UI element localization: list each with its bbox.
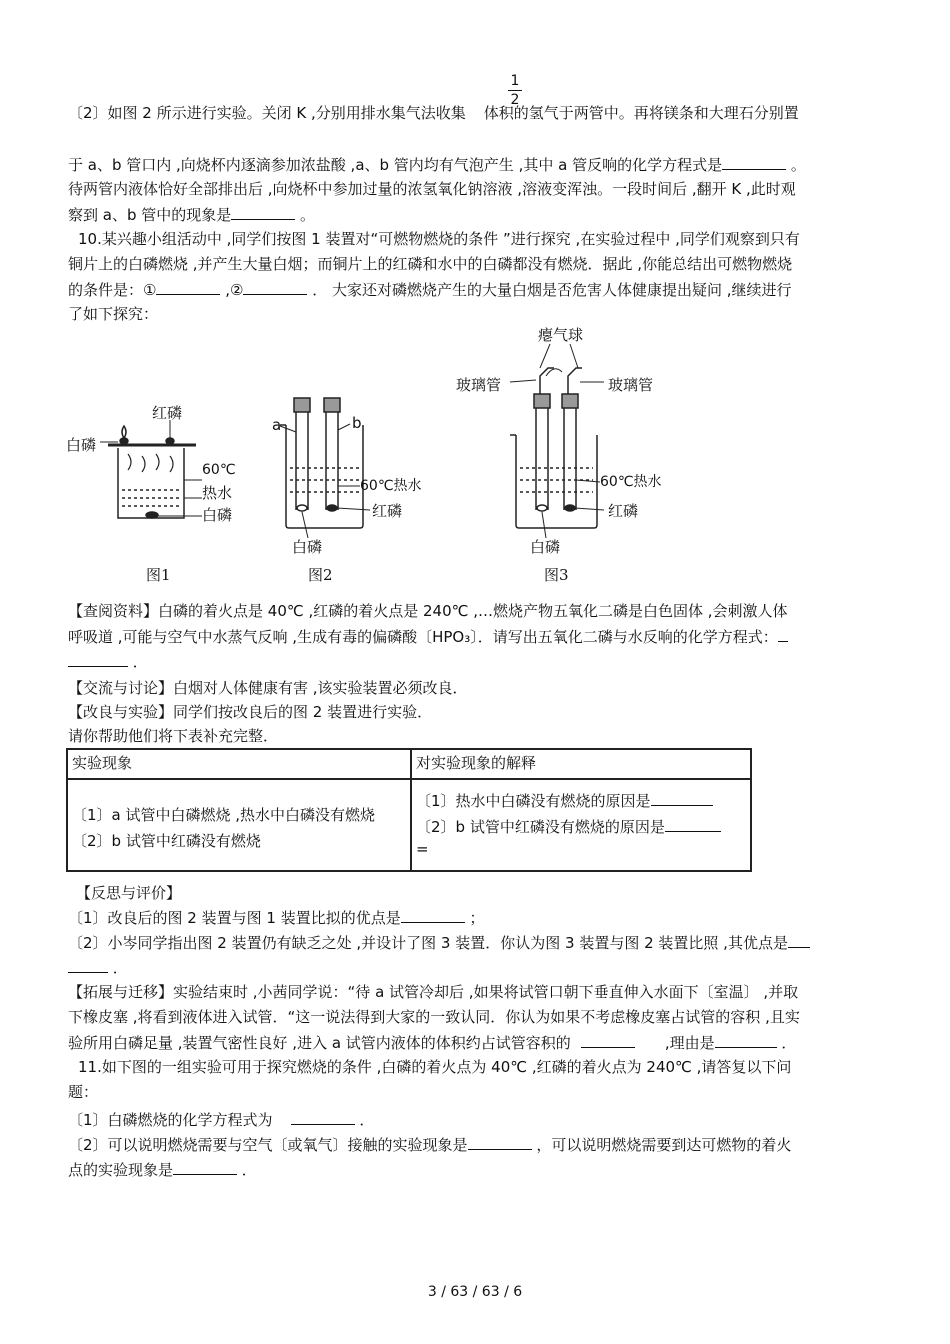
text-line	[68, 1108, 374, 1131]
label-tube-b: b	[352, 414, 362, 432]
table-cell	[411, 779, 751, 871]
text-segment: ．	[781, 1034, 797, 1052]
text-line: 【查阅资料】白磷的着火点是 40℃ ,红磷的着火点是 240℃ ,…燃烧产物五氧化二磷是白色固体 ,会刺激人体	[68, 602, 788, 620]
text-line	[68, 956, 128, 979]
label-red-phosphorus: 红磷	[152, 404, 183, 422]
apparatus-figure	[60, 320, 700, 590]
text-segment: ,理由是	[664, 1034, 715, 1052]
label-red-phosphorus: 红磷	[372, 502, 403, 520]
page-footer: 3 / 63 / 63 / 6	[427, 1284, 523, 1300]
text-line	[68, 625, 788, 648]
text-line: 【反思与评价】	[76, 884, 182, 902]
text-line: 待两管内液体恰好全部排出后 ,向烧杯中参加过量的浓氢氧化钠溶液 ,溶液变浑浊。一段时间后 ,翻开 K ,此时观	[68, 180, 796, 198]
answer-blank[interactable]	[291, 1108, 355, 1125]
experiment-table	[66, 748, 752, 872]
text-line	[68, 102, 799, 124]
label-white-phosphorus: 白磷	[202, 506, 233, 524]
text-line: 11.如下图的一组实验可用于探究燃烧的条件 ,白磷的着火点为 40℃ ,红磷的着火点为 240℃ ,请答复以下问	[78, 1058, 792, 1076]
text-segment: 体积的氢气于两管中。再将镁条和大理石分别置	[483, 104, 799, 122]
observation-1: 〔1〕a 试管中白磷燃烧 ,热水中白磷没有燃烧	[72, 806, 376, 824]
label-hot-water-60: 60℃热水	[360, 478, 422, 494]
text-line	[68, 1133, 791, 1156]
answer-blank[interactable]	[665, 815, 721, 832]
text-line: 【改良与实验】同学们按改良后的图 2 装置进行实验．	[68, 703, 433, 721]
text-segment: ．	[359, 1111, 375, 1129]
label-red-phosphorus: 红磷	[608, 502, 639, 520]
text-line: 了如下探究：	[68, 305, 159, 323]
text-segment: ．	[132, 653, 148, 671]
answer-blank[interactable]	[156, 278, 220, 295]
label-temperature: 60℃	[202, 462, 236, 478]
answer-blank[interactable]	[722, 153, 786, 170]
text-segment: 〔2〕小岑同学指出图 2 装置仍有缺乏之处 ,并设计了图 3 装置．你认为图 3 装置与图 2 装置比照 ,其优点是	[68, 934, 788, 952]
text-line	[68, 1031, 796, 1054]
text-line	[68, 153, 806, 176]
answer-blank[interactable]	[231, 203, 295, 220]
label-glass-tube: 玻璃管	[456, 376, 502, 394]
text-segment: 〔2〕如图 2 所示进行实验。关闭 K ,分别用排水集气法收集	[68, 104, 466, 122]
text-segment: ,②	[225, 281, 244, 299]
label-glass-tube: 玻璃管	[608, 376, 654, 394]
table-cell	[67, 779, 411, 871]
answer-blank[interactable]	[778, 625, 788, 642]
text-line	[68, 1158, 257, 1181]
text-segment: 点的实验现象是	[68, 1161, 174, 1179]
text-segment: ．	[241, 1161, 257, 1179]
text-line	[68, 650, 148, 673]
answer-blank[interactable]	[401, 906, 465, 923]
text-line	[68, 906, 485, 929]
answer-blank[interactable]	[173, 1158, 237, 1175]
table-header: 实验现象	[67, 749, 411, 779]
answer-blank[interactable]	[581, 1031, 635, 1048]
caption-figure-3: 图3	[544, 566, 569, 584]
label-hot-water: 热水	[202, 484, 233, 502]
text-line: 铜片上的白磷燃烧 ,并产生大量白烟；而铜片上的红磷和水中的白磷都没有燃烧．据此 ,你能总结出可燃物燃烧	[68, 255, 793, 273]
observation-2: 〔2〕b 试管中红磷没有燃烧	[72, 832, 261, 850]
fraction-denominator: 2	[510, 92, 520, 108]
text-line: 10.某兴趣小组活动中 ,同学们按图 1 装置对“可燃物燃烧的条件 ”进行探究 ,在实验过程中 ,同学们观察到只有	[78, 230, 800, 248]
table-header: 对实验现象的解释	[411, 749, 751, 779]
figure-1	[100, 420, 202, 518]
label-hot-water-60: 60℃热水	[600, 474, 662, 490]
text-segment: 〔1〕白磷燃烧的化学方程式为	[68, 1111, 273, 1129]
explanation-3: =	[416, 840, 429, 858]
answer-blank[interactable]	[651, 789, 713, 806]
text-line	[68, 203, 315, 226]
text-segment: 的条件是：①	[68, 281, 157, 299]
answer-blank[interactable]	[68, 650, 128, 667]
explanation-1: 〔1〕热水中白磷没有燃烧的原因是	[416, 788, 746, 814]
text-segment: 验所用白磷足量 ,装置气密性良好 ,进入 a 试管内液体的体积约占试管容积的	[68, 1034, 571, 1052]
answer-blank[interactable]	[468, 1133, 532, 1150]
text-line	[68, 931, 810, 954]
text-line: 下橡皮塞 ,将看到液体进入试管．“这一说法得到大家的一致认同．你认为如果不考虑橡皮塞占试管的容积 ,且实	[68, 1008, 800, 1026]
text-segment: ；	[469, 909, 485, 927]
text-segment: ． 大家还对磷燃烧产生的大量白烟是否危害人体健康提出疑问 ,继续进行	[312, 281, 792, 299]
caption-figure-1: 图1	[146, 566, 171, 584]
label-white-phosphorus: 白磷	[66, 436, 97, 454]
text-segment: ．	[112, 959, 128, 977]
fraction-numerator: 1	[508, 72, 522, 91]
answer-blank[interactable]	[788, 931, 810, 948]
text-segment: 于 a、b 管口内 ,向烧杯内逐滴参加浓盐酸 ,a、b 管内均有气泡产生 ,其中 a 管反响的化学方程式是	[68, 156, 723, 174]
text-segment: 〔2〕可以说明燃烧需要与空气〔或氧气〕接触的实验现象是	[68, 1136, 468, 1154]
caption-figure-2: 图2	[308, 566, 333, 584]
text-line: 【交流与讨论】白烟对人体健康有害 ,该实验装置必须改良．	[68, 679, 468, 697]
answer-blank[interactable]	[243, 278, 307, 295]
text-line: 题：	[68, 1083, 99, 1101]
text-segment: 。	[790, 156, 806, 174]
text-segment: 。	[300, 206, 316, 224]
answer-blank[interactable]	[68, 956, 108, 973]
figure-3	[510, 344, 604, 538]
label-deflated-balloon: 瘪气球	[538, 326, 584, 344]
answer-blank[interactable]	[715, 1031, 777, 1048]
fraction	[508, 72, 522, 109]
label-tube-a: a	[272, 416, 282, 434]
text-segment: 呼吸道 ,可能与空气中水蒸气反响 ,生成有毒的偏磷酸〔HPO₃〕．请写出五氧化二磷与水反响的化学方程式：	[68, 628, 778, 646]
label-white-phosphorus: 白磷	[530, 538, 561, 556]
explanation-2: 〔2〕b 试管中红磷没有燃烧的原因是	[416, 814, 746, 840]
label-white-phosphorus: 白磷	[292, 538, 323, 556]
text-segment: 察到 a、b 管中的现象是	[68, 206, 232, 224]
text-segment: 〔1〕改良后的图 2 装置与图 1 装置比拟的优点是	[68, 909, 401, 927]
text-line: 请你帮助他们将下表补充完整．	[68, 727, 279, 745]
text-line	[68, 278, 792, 301]
text-line: 【拓展与迁移】实验结束时 ,小茜同学说：“待 a 试管冷却后 ,如果将试管口朝下垂直伸入水面下〔室温〕 ,并取	[68, 983, 799, 1001]
text-segment: ，可以说明燃烧需要到达可燃物的着火	[536, 1136, 792, 1154]
